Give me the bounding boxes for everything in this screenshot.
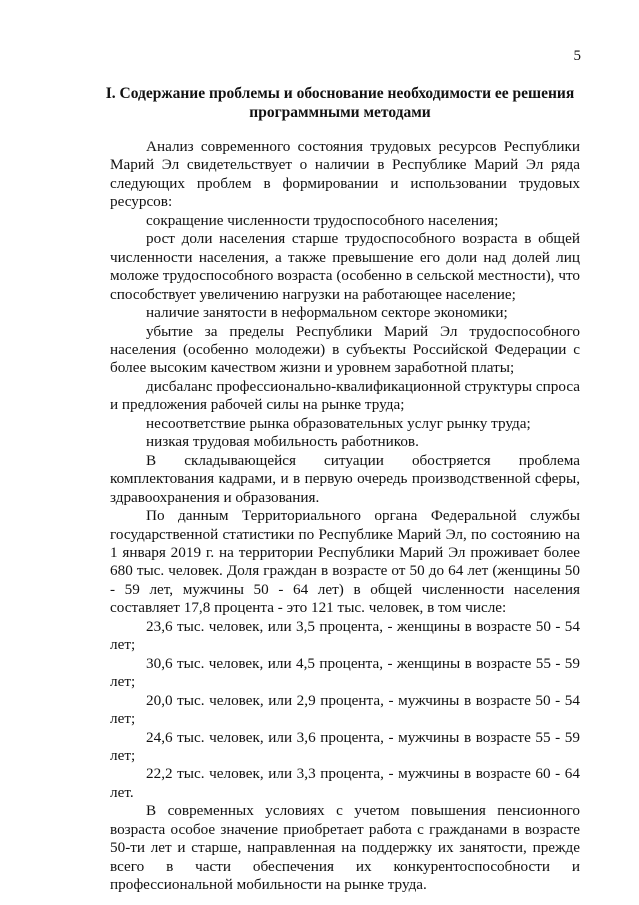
statistics-item: 22,2 тыс. человек, или 3,3 процента, - мужчины в возрасте 60 - 64 лет. — [110, 765, 580, 801]
list-item: убытие за пределы Республики Марий Эл трудоспособного населения (особенно молодежи) в субъекты Российской Федерации с более высоким качеством жизни и уровнем заработной платы; — [110, 322, 580, 377]
list-item: сокращение численности трудоспособного населения; — [146, 211, 499, 229]
list-item: наличие занятости в неформальном секторе экономики; — [146, 304, 508, 322]
paragraph-intro: Анализ современного состояния трудовых ресурсов Республики Марий Эл свидетельствует о наличии в Республике Марий Эл ряда следующих проблем в формировании и использовании трудовых ресурсов: — [110, 138, 580, 211]
page-number: 5 — [573, 48, 581, 64]
list-item: дисбаланс профессионально-квалификационной структуры спроса и предложения рабочей силы на рынке труда; — [110, 377, 581, 414]
list-item: рост доли населения старше трудоспособного возраста в общей численности населения, а также превышение его доли над долей лиц моложе трудоспособного возраста (особенно в сельской местности), что способствует увеличению нагрузки на работающее население; — [110, 230, 580, 303]
paragraph-statistics: По данным Территориального органа Федеральной службы государственной статистики по Республике Марий Эл, по состоянию на 1 января 2019 г. на территории Республики Марий Эл проживает более 680 тыс. человек. Доля граждан в возрасте от 50 до 64 лет (женщины 50 - 59 лет, мужчины 50 - 64 лет) в общей численности населения составляет 17,8 процента - это 121 тыс. человек, в том числе: — [110, 507, 580, 617]
paragraph-situation: В складывающейся ситуации обостряется проблема комплектования кадрами, и в первую очередь производственной сферы, здравоохранения и образования. — [110, 451, 580, 506]
statistics-item: 30,6 тыс. человек, или 4,5 процента, - женщины в возрасте 55 - 59 лет; — [110, 654, 580, 691]
paragraph-conclusion: В современных условиях с учетом повышения пенсионного возраста особое значение приобретает работа с гражданами в возрасте 50-ти лет и старше, направленная на поддержку их занятости, прежде всего в части обеспечения их конкурентоспособности и профессиональной мобильности на рынке труда. — [110, 802, 580, 894]
section-heading: I. Содержание проблемы и обоснование необходимости ее решения программными методами — [105, 85, 575, 121]
list-item: низкая трудовая мобильность работников. — [146, 433, 419, 451]
statistics-item: 23,6 тыс. человек, или 3,5 процента, - женщины в возрасте 50 - 54 лет; — [110, 617, 580, 654]
statistics-item: 24,6 тыс. человек, или 3,6 процента, - мужчины в возрасте 55 - 59 лет; — [110, 728, 580, 764]
list-item: несоответствие рынка образовательных услуг рынку труда; — [146, 414, 531, 432]
body-text — [110, 138, 580, 895]
statistics-item: 20,0 тыс. человек, или 2,9 процента, - мужчины в возрасте 50 - 54 лет; — [110, 691, 580, 728]
